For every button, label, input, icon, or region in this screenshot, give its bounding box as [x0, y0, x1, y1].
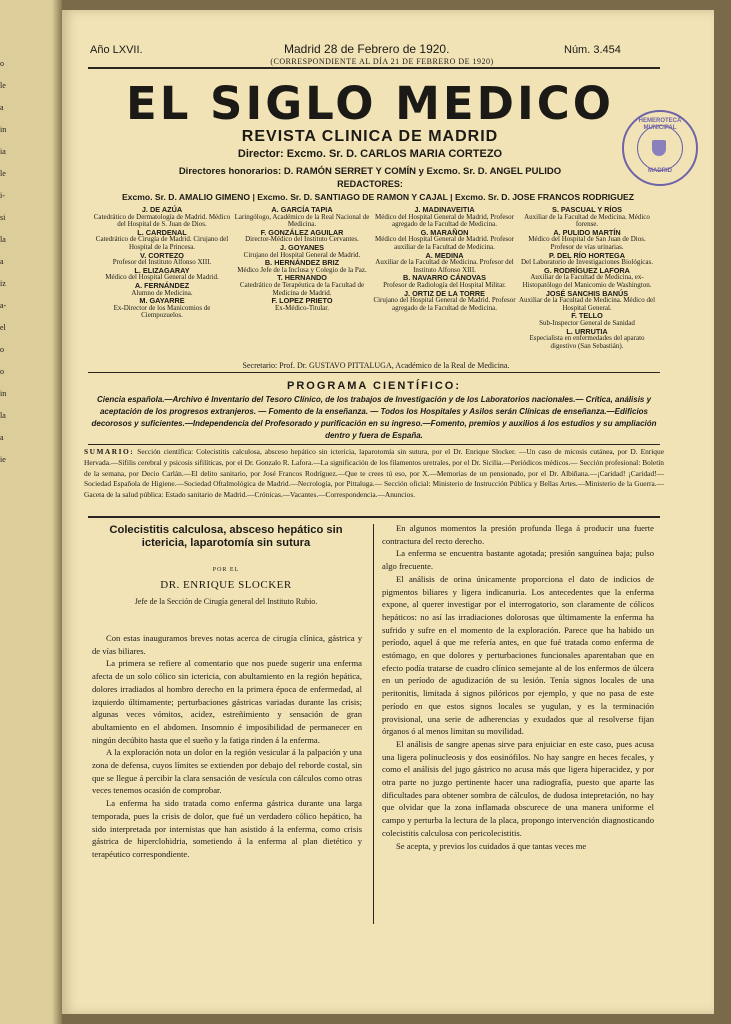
editor-description: Catedrático de Dermatología de Madrid. Médico del Hospital de S. Juan de Dios. [93, 212, 231, 229]
article-paragraph: El análisis de orina únicamente proporciona el dato de indicios de pigmentos biliares y ligera indicanuria. Los antecedentes que la enferma expone, al querer investigar por el interrogatorio, son claramente de cólicos hepáticos: no así las irradiaciones dolorosas que últimamente la enferma ha sufrido y sufre en el momento de la exploración. Parece que ha habido un período, aquel á que me refería antes, en que fué tratada como enferma de estómago, en que dolores y perturbaciones funcionales aparentaban que en efecto podía tratarse de cuadro clínico semejante al de los enfermos de úlcera en un período de agudización de su lesión. Tenía signos locales de una peritonitis, limitada á signos pilóricos por ejemplo, y que no pasa de este período en que estos signos locales se yugulan, y es la terminación provisional, una serie de adherencias y exudados que al resolverse fijan órganos ó al menos limitan su movilidad. [382, 573, 654, 737]
masthead-title: EL SIGLO MEDICO [125, 77, 615, 130]
editor-name: L. URRUTIA [566, 326, 608, 336]
editor-name: T. HERNANDO [277, 273, 327, 283]
coat-of-arms-icon [652, 140, 666, 156]
programa-title: PROGRAMA CIENTÍFICO: [286, 380, 462, 392]
left-page-fragment: la [0, 235, 6, 244]
editor-description: Cirujano del Hospital General de Madrid. Profesor agregado de la Facultad de Medicina. [373, 296, 516, 312]
editor-name: F. TELLO [571, 311, 603, 321]
year-label: Año LXVII. [90, 44, 143, 56]
honorary-directors: Directores honorarios: D. RAMÓN SERRET Y COMÍN y Excmo. Sr. D. ANGEL PULIDO [178, 166, 562, 177]
editor-name: J. ORTIZ DE LA TORRE [403, 288, 486, 298]
left-page-fragment: o [0, 345, 4, 354]
article-paragraph: La enferma ha sido tratada como enferma gástrica durante una larga temporada, pues la crisis de dolor, que fué un verdadero cólico hepático, ha sido interpretada por internistas que han asistido á la enferma, como crisis gástrica de hiperclohidria, sometiendo á la enferma al plan dietético y terapéutico correspondiente. [92, 798, 362, 859]
left-page-fragment: in [0, 125, 7, 134]
editor-name: B. NAVARRO CÁNOVAS [402, 273, 487, 283]
editor-description: Especialista en enfermedades del aparato digestivo (San Sebastián). [529, 334, 645, 350]
article-author: DR. ENRIQUE SLOCKER [160, 579, 292, 591]
editor-description: Médico del Hospital General de Madrid. [105, 273, 219, 282]
stamp-top-text: HEMEROTECA MUNICIPAL [638, 118, 682, 131]
editor-name: A. GARCÍA TAPIA [271, 205, 333, 214]
editor-name: P. DEL RÍO HORTEGA [549, 250, 625, 260]
sumario-block [84, 447, 664, 501]
editor-name: V. CORTEZO [140, 250, 184, 260]
editor-column-2 [232, 206, 372, 312]
article-por: POR EL [212, 567, 240, 573]
editor-name: M. GAYARRE [139, 296, 185, 306]
column-divider [373, 524, 374, 924]
editor-description: Cirujano del Hospital General de Madrid. [243, 250, 361, 259]
left-page-fragment: a [0, 103, 4, 112]
newspaper-page [62, 10, 714, 1014]
left-page-fragment: ia [0, 147, 6, 156]
issue-number: Núm. 3.454 [564, 44, 621, 56]
left-page-fragment: el [0, 323, 6, 332]
editor-name: JOSÉ SANCHIS BANÚS [545, 288, 629, 298]
editor-name: J. DE AZÚA [141, 205, 183, 214]
editor-description: Laringólogo, Académico de la Real Nacional de Medicina. [234, 212, 370, 229]
editor-name: L. CARDENAL [137, 227, 187, 237]
editor-description: Auxiliar de la Facultad de Medicina. Médico del Hospital General. [518, 296, 656, 312]
editor-description: Director-Médico del Instituto Cervantes. [245, 235, 359, 244]
editor-column-3 [372, 206, 517, 312]
left-page-fragment: a- [0, 301, 7, 310]
secretary-line: Secretario: Prof. Dr. GUSTAVO PITTALUGA, Académico de la Real de Medicina. [242, 361, 510, 370]
left-page-fragment: i- [0, 191, 5, 200]
editor-name: A. PULIDO MARTÍN [553, 227, 621, 237]
editor-description: Catedrático de Terapéutica de la Facultad de Medicina de Madrid. [239, 280, 365, 297]
editor-description: Alumno de Medicina. [131, 288, 193, 297]
editor-description: Médico Jefe de la Inclusa y Colegio de la Paz. [237, 265, 367, 274]
article-affiliation: Jefe de la Sección de Cirugía general del Instituto Rubio. [134, 597, 318, 606]
programa-text: Ciencia española.—Archivo é Inventario del Tesoro Clínico, de los trabajos de Investigación y de los Laboratorios nacionales.— Crítica, análisis y aceptación de los progresos extranjeros. — Fomento de la enseñanza. — Todos los Hospitales y Asilos serán Clínicas de enseñanza.—Edificios decorosos y suficientes.—Independencia del Profesorado y purificación en su ingreso.—Fomento, premios y auxilios á los estudios y su ampliación dentro y fuera de España. [91, 395, 657, 440]
correspondence-note: (CORRESPONDIENTE AL DÍA 21 DE FEBRERO DE 1920) [270, 57, 494, 66]
editor-name: J. GOYANES [280, 242, 324, 252]
article-paragraph: La enferma se encuentra bastante agotada; presión sanguínea baja; pulso algo frecuente. [382, 548, 654, 572]
left-page-fragment: a [0, 257, 4, 266]
header-rule [88, 67, 660, 69]
editor-description: Médico del Hospital General de Madrid. Profesor auxiliar de la Facultad de Medicina. [375, 235, 514, 251]
sumario-label: SUMARIO: [84, 447, 135, 456]
article-paragraph: En algunos momentos la presión profunda llega á producir una fuerte contractura del recto derecho. [382, 523, 654, 546]
stamp-bottom-text: MADRID [648, 168, 672, 174]
editor-description: Ex-Médico-Titular. [275, 303, 329, 312]
sumario-text: Sección científica: Colecistitis calculosa, absceso hepático sin ictericia, laparotomía sin sutura, por el Dr. Enrique Slocker. —Un caso de micosis cutánea, por D. Enrique Hervada.—Sífilis cerebral y psicosis sifilíticas, por el Dr. Gonzalo R. Lafora.—La significación de los filamentos uretrales, por el Dr. Sicilia.—Periódicos médicos.— Sección profesional: Boletín de la semana, por Decio Carlán.—El delito sanitario, por José Francos Rodríguez.—Que te crees tú eso, por X.—Memorias de un pensionado, por el Dr. Albiñana.—¡Caridad! ¡Caridad!—Sociedad Española de Higiene.—Sociedad Oftalmológica de Madrid.—Necrología, por Pittaluga.— Sección oficial: Ministerio de Instrucción Pública y Bellas Artes.—Ministerio de la Guerra.—Gaceta de la salud pública: Estado sanitario de Madrid.—Crónicas.—Vacantes.—Correspondencia.—Anuncios. [84, 447, 664, 500]
editor-description: Auxiliar de la Facultad de Medicina, ex-Histopatólogo del Manicomio de Washington. [522, 273, 652, 289]
left-page-fragment: iz [0, 279, 6, 288]
editor-name: G. RODRÍGUEZ LAFORA [544, 265, 630, 275]
editor-description: Médico del Hospital de San Juan de Dios. Profesor de vías urinarias. [528, 235, 646, 251]
editor-description: Sub-Inspector General de Sanidad [539, 318, 635, 327]
left-page-fragment: la [0, 411, 6, 420]
left-page-edge [0, 0, 62, 1024]
editor-description: Médico del Hospital General de Madrid, Profesor agregado de la Facultad de Medicina. [375, 212, 514, 229]
editor-name: A. MEDINA [425, 250, 464, 260]
editor-name: L. ELIZAGARAY [134, 265, 190, 275]
editor-name: F. GONZÁLEZ AGUILAR [260, 227, 344, 237]
editor-description: Auxiliar de la Facultad de Medicina. Profesor del Instituto Alfonso XIII. [375, 258, 514, 274]
article-paragraph: El análisis de sangre apenas sirve para enjuiciar en este caso, pues acusa una ligera polinucleosis y dos eosinófilos. No hay sangre en heces fecales, y como el análisis del jugo gástrico no acusa más que ligera hiperacidez, y por otra parte no juzgo pertinente hacer una radiografía, puesto que aparte las dificultades para obtener sombra de cálculos, de dudosa intepretación, no hay que olvidar que la zona inflamada obscurece de una manera uniforme el campo y perturba la lectura de la placa, propongo intervención diagnosticando colecistitis calculosa con pericolecistitis. [382, 738, 654, 838]
left-page-fragment: le [0, 169, 6, 178]
redactores-heading: REDACTORES: [337, 179, 403, 189]
editor-description: Profesor del Instituto Alfonso XIII. [112, 258, 212, 267]
library-stamp [622, 110, 698, 186]
left-page-fragment: le [0, 81, 6, 90]
divider-line [88, 372, 660, 373]
editor-description: Del Laboratorio de Investigaciones Biológicas. [521, 258, 653, 267]
article-paragraph: La primera se refiere al comentario que nos puede sugerir una enferma afecta de un solo cólico sin ictericia, con abultamiento en la región hepática, dolores irradiados al hombro derecho en la primera época de enfermedad, al izquierdo últimamente; perturbaciones gástricas variadas durante las crisis; algunas veces vómitos, acidez, estreñimiento y sensación de gran abultamiento en el abdomen. Insomnio é imposibilidad de permanecer en ningún decúbito hasta que el sueño y la fatiga rinden á la enferma. [92, 658, 362, 745]
editor-name: A. FERNÁNDEZ [134, 280, 190, 290]
issue-date: Madrid 28 de Febrero de 1920. [284, 42, 450, 56]
left-page-fragment: in [0, 389, 7, 398]
editor-description: Auxiliar de la Facultad de Medicina. Médico forense. [524, 212, 650, 229]
editor-name: B. HERNÁNDEZ BRIZ [264, 258, 340, 268]
left-page-fragment: ie [0, 455, 6, 464]
divider-line [88, 444, 660, 445]
article-right-column [382, 522, 654, 852]
article-title: Colecistitis calculosa, absceso hepático sin ictericia, laparotomía sin sutura [109, 524, 343, 549]
editor-description: Catedrático de Cirugía de Madrid. Cirujano del Hospital de la Princesa. [95, 235, 229, 251]
divider-line [88, 516, 660, 518]
director-line: Director: Excmo. Sr. D. CARLOS MARIA CORTEZO [237, 148, 503, 160]
left-page-fragment: si [0, 213, 6, 222]
editor-name: F. LOPEZ PRIETO [271, 296, 333, 306]
lead-editors: Excmo. Sr. D. AMALIO GIMENO | Excmo. Sr. D. SANTIAGO DE RAMON Y CAJAL | Excmo. Sr. D. JOSE FRANCOS RODRIGUEZ [121, 192, 635, 202]
editor-description: Ex-Director de los Manicomios de Ciempozuelos. [113, 303, 211, 320]
masthead-subtitle: REVISTA CLINICA DE MADRID [241, 128, 499, 145]
editor-column-4 [518, 206, 656, 350]
editor-description: Profesor de Radiología del Hospital Militar. [383, 280, 506, 289]
article-paragraph: Con estas inauguramos breves notas acerca de cirugía clínica, gástrica y de vías biliares. [92, 633, 362, 656]
article-left-column [92, 632, 362, 861]
editor-name: J. MADINAVEITIA [414, 205, 475, 214]
left-page-fragment: o [0, 59, 4, 68]
article-paragraph: Se acepta, y previos los cuidados á que tantas veces me [396, 840, 587, 851]
article-paragraph: A la exploración nota un dolor en la región vesicular á la palpación y una zona de defensa, cuyos límites se extienden por debajo del reborde costal, sin que se llegue á percibir la clara sensación de vesícula con cálculos como otras veces tenemos ocasión de comprobar. [92, 747, 362, 796]
editor-name: G. MARAÑON [420, 227, 469, 237]
editor-name: S. PASCUAL Y RÍOS [551, 205, 622, 214]
left-page-fragment: o [0, 367, 4, 376]
editor-column-1 [92, 206, 232, 320]
left-page-fragment: a [0, 433, 4, 442]
